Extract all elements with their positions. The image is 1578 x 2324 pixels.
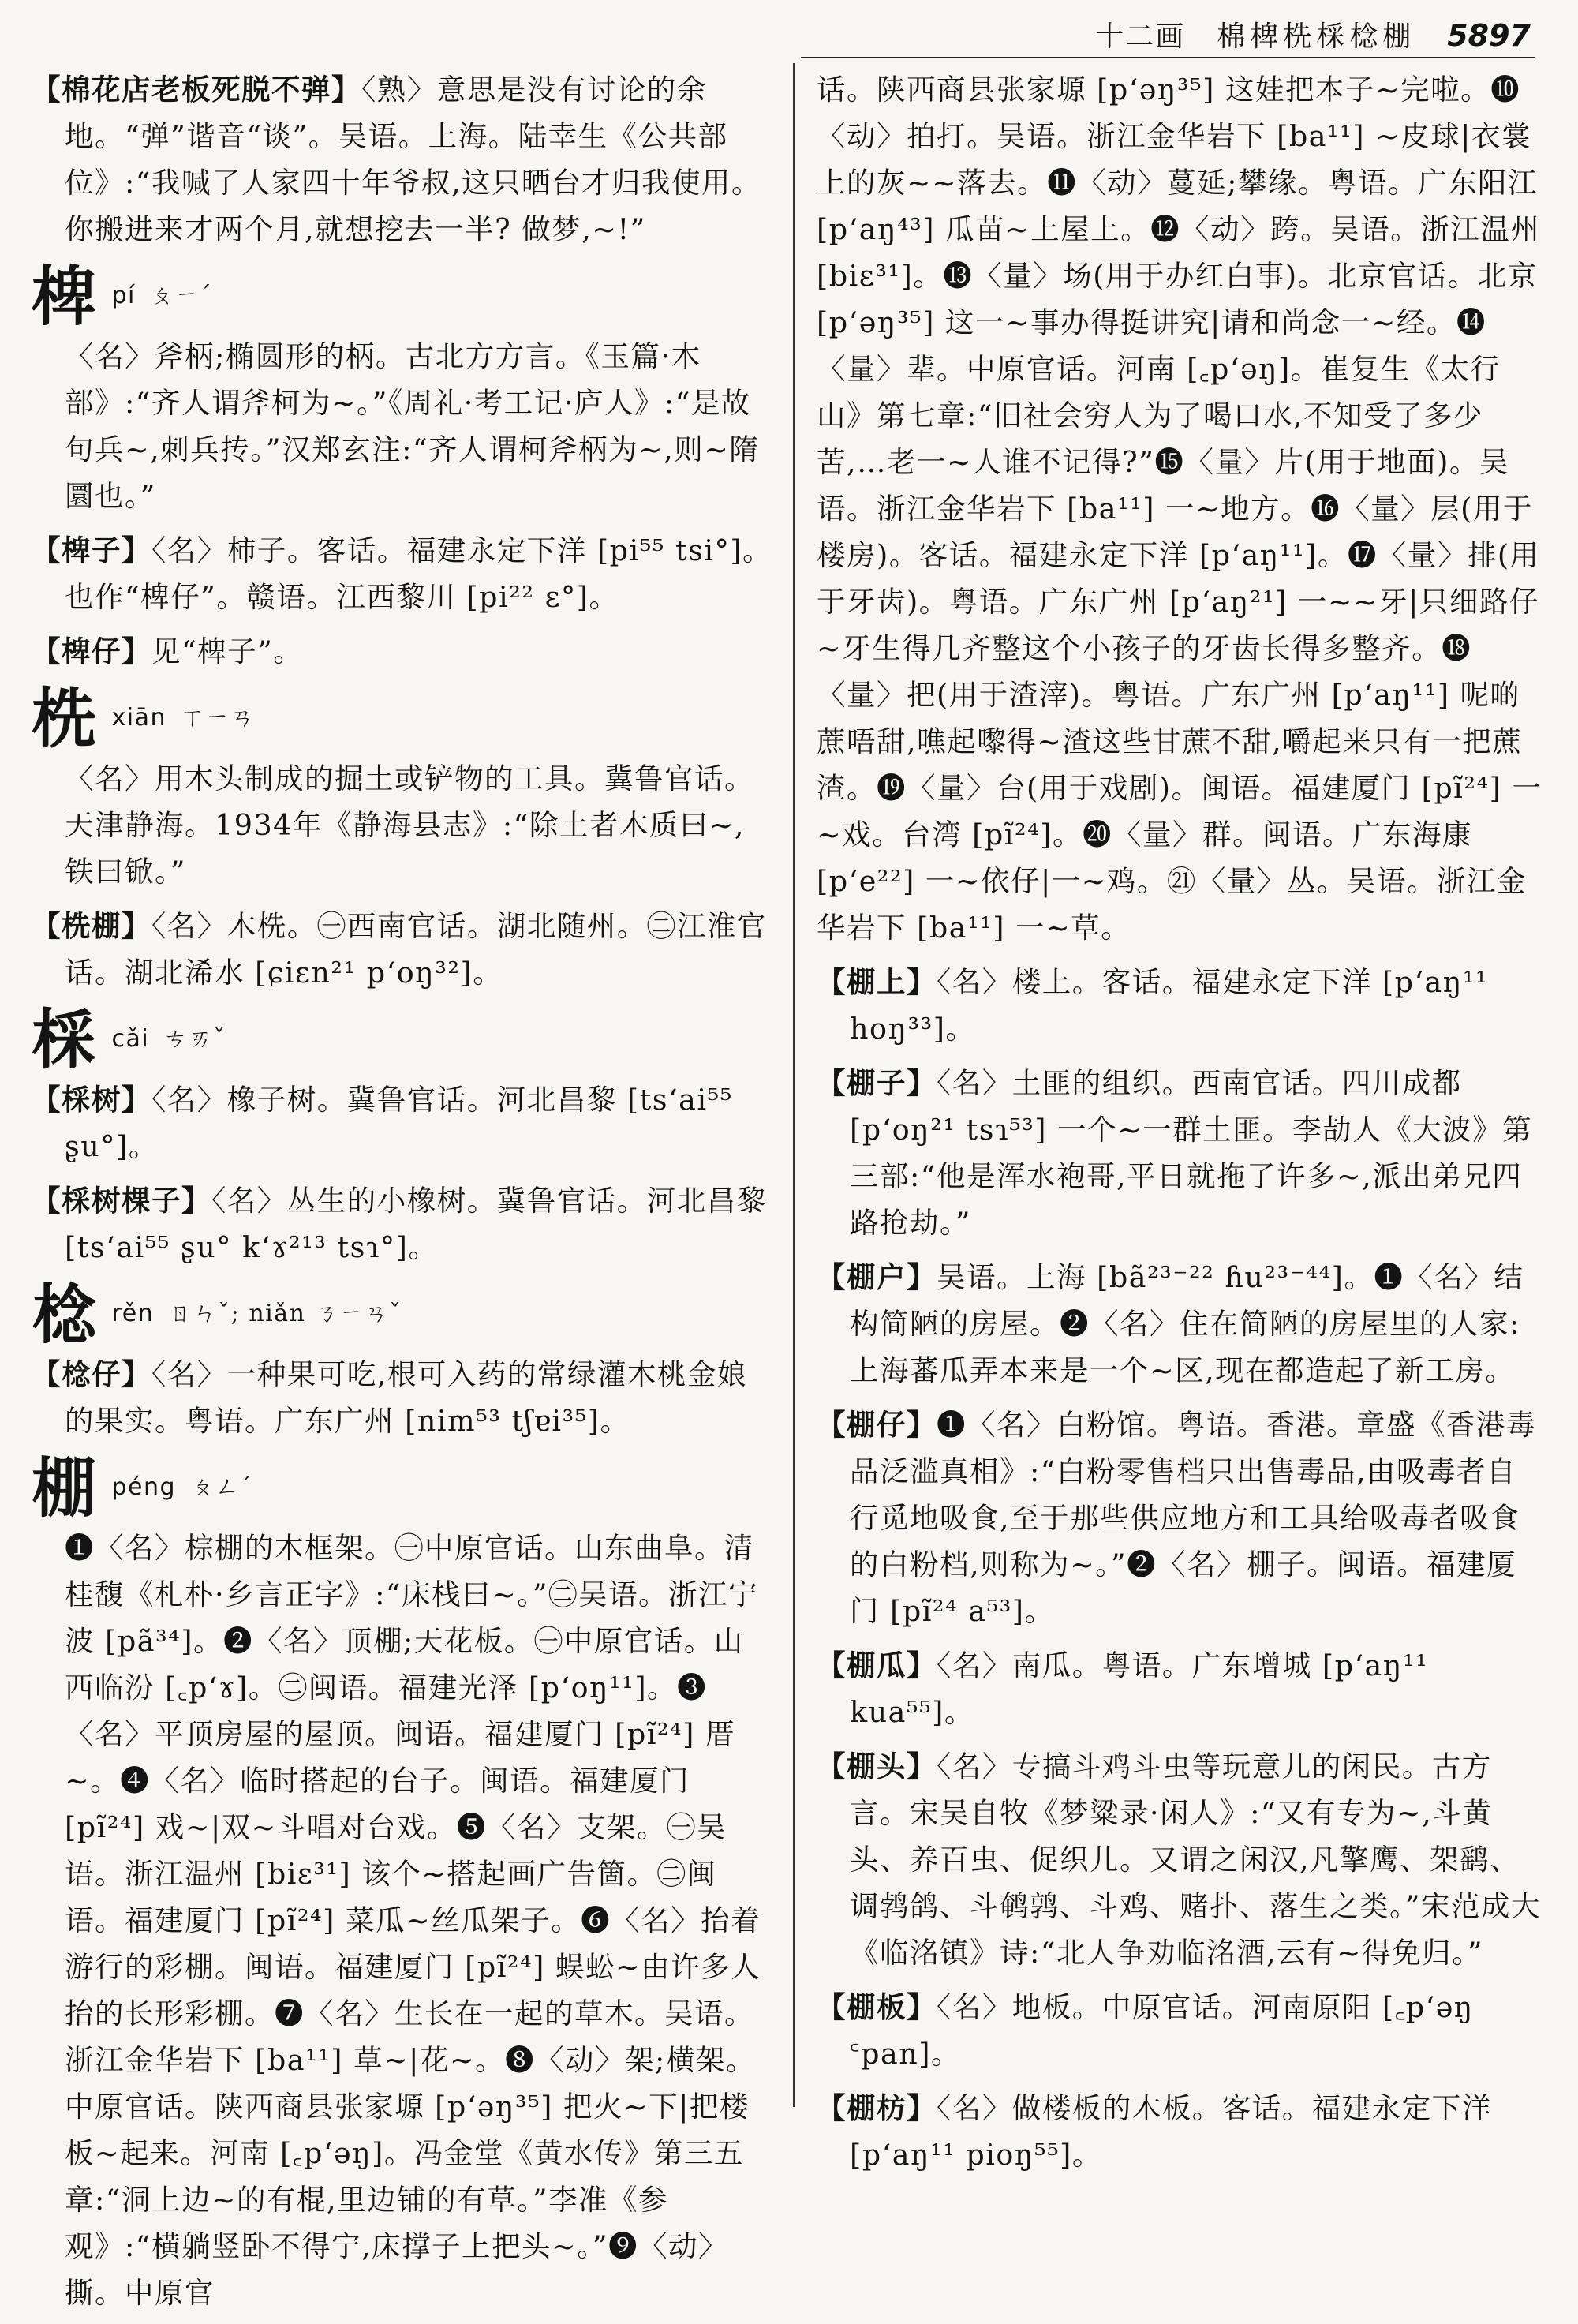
entry-pengban — [817, 1984, 1542, 2077]
headword-pi — [32, 260, 773, 333]
entry-body: 吴语。上海 [bã²³⁻²² ɦu²³⁻⁴⁴]。❶〈名〉结构简陋的房屋。❷〈名〉住在简陋的房屋里的人家:上海蕃瓜弄本来是一个~区,现在都造起了新工房。 — [850, 1260, 1524, 1387]
header-rule — [801, 57, 1535, 58]
headword-pinyin: xiān — [111, 704, 167, 732]
continued-definition: 话。陕西商县张家塬 [p‘əŋ³⁵] 这娃把本子~完啦。❿〈动〉拍打。吴语。浙江金华岩下 [ba¹¹] ~皮球|衣裳上的灰~~落去。⓫〈动〉蔓延;攀缘。粤语。广东阳江 [p‘aŋ⁴³] 瓜苗~上屋上。⓬〈动〉跨。吴语。浙江温州 [biɛ³¹]。⓭〈量〉场(用于办红白事)。北京官话。北京 [p‘əŋ³⁵] 这一~事办得挺讲究|请和尚念一~经。⓮〈量〉辈。中原官话。河南 [꜀p‘əŋ]。崔复生《太行山》第七章:“旧社会穷人为了喝口水,不知受了多少苦,…老一~人谁不记得?”⓯〈量〉片(用于地面)。吴语。浙江金华岩下 [ba¹¹] 一~地方。⓰〈量〉层(用于楼房)。客话。福建永定下洋 [p‘aŋ¹¹]。⓱〈量〉排(用于牙齿)。粤语。广东广州 [p‘aŋ²¹] 一~~牙|只细路仔~牙生得几齐整这个小孩子的牙齿长得多整齐。⓲〈量〉把(用于渣滓)。粤语。广东广州 [p‘aŋ¹¹] 呢啲蔗唔甜,噍起嚟得~渣这些甘蔗不甜,嚼起来只有一把蔗渣。⓳〈量〉台(用于戏剧)。闽语。福建厦门 [pĩ²⁴] 一~戏。台湾 [pĩ²⁴]。⓴〈量〉群。闽语。广东海康 [p‘e²²] 一~依仔|一~鸡。㉑〈量〉丛。吴语。浙江金华岩下 [ba¹¹] 一~草。 — [817, 73, 1542, 945]
entry-title: 【棚户】 — [817, 1260, 937, 1294]
entry-caishu — [32, 1076, 773, 1169]
headword-peng — [32, 1452, 773, 1525]
entry-pizi — [32, 527, 773, 620]
section-label: 十二画 — [1095, 21, 1186, 53]
entry-title: 【椑仔】 — [32, 634, 151, 668]
entry-title: 【棚上】 — [817, 965, 937, 999]
entry-title: 【棚子】 — [817, 1066, 937, 1100]
entry-pengshang — [817, 959, 1542, 1052]
headword-ren — [32, 1278, 773, 1351]
headword-char: 㭠 — [32, 681, 98, 757]
entry-title: 【椑子】 — [32, 533, 151, 567]
headword-zhuyin: ㄒㄧㄢ — [181, 704, 256, 732]
entry-title: 【㭠棚】 — [32, 909, 151, 943]
headword-definition: 〈名〉斧柄;椭圆形的柄。古北方方言。《玉篇·木部》:“齐人谓斧柯为~。”《周礼·考工记·庐人》:“是故句兵~,刺兵抟。”汉郑玄注:“齐人谓柯斧柄为~,则~隋圜也。” — [65, 339, 760, 513]
headword-pinyin: pí — [111, 282, 136, 309]
entry-body: 〈名〉柿子。客话。福建永定下洋 [pi⁵⁵ tsi°]。也作“椑仔”。赣语。江西黎川 [pi²² ɛ°]。 — [65, 533, 773, 614]
headword-zhuyin: ㄆㄥˊ — [190, 1473, 253, 1501]
column-divider — [793, 63, 795, 2107]
entry-body: 〈名〉土匪的组织。西南官话。四川成都 [p‘oŋ²¹ tsɿ⁵³] 一个~一群土匪。李劼人《大波》第三部:“他是浑水袍哥,平日就拖了许多~,派出弟兄四路抢劫。” — [850, 1066, 1533, 1240]
entry-body: ❶〈名〉白粉馆。粤语。香港。章盛《香港毒品泛滥真相》:“白粉零售档只出售毒品,由吸毒者自行觅地吸食,至于那些供应地方和工具给吸毒者吸食的白粉档,则称为~。”❷〈名〉棚子。闽语。福建厦门 [pĩ²⁴ a⁵³]。 — [850, 1408, 1536, 1628]
entry-pengzai — [817, 1402, 1542, 1634]
entry-xianpeng — [32, 903, 773, 996]
headword-pinyin: péng — [111, 1473, 177, 1501]
entry-pengfang — [817, 2085, 1542, 2178]
headword-char: 棚 — [32, 1450, 98, 1526]
headword-char: 棌 — [32, 1002, 98, 1078]
entry-renzai — [32, 1351, 773, 1444]
entry-body: 〈名〉地板。中原官话。河南原阳 [꜀p‘əŋ ꜂pan]。 — [850, 1990, 1474, 2071]
entry-title: 【棯仔】 — [32, 1357, 151, 1391]
entry-body: 见“椑子”。 — [151, 634, 304, 668]
headword-definition: 〈名〉用木头制成的掘土或铲物的工具。冀鲁官话。天津静海。1934年《静海县志》:“除土者木质曰~,铁曰锨。” — [65, 762, 754, 889]
entry-title: 【棚头】 — [817, 1750, 937, 1783]
headword-char: 棯 — [32, 1277, 98, 1353]
entry-body: 〈熟〉意思是没有讨论的余地。“弹”谐音“谈”。吴语。上海。陆幸生《公共部位》:“我喊了人家四十年爷叔,这只晒台才归我使用。你搬进来才两个月,就想挖去一半? 做梦,~!” — [65, 73, 762, 246]
entry-title: 【棚板】 — [817, 1990, 937, 2024]
entry-body: 〈名〉专搞斗鸡斗虫等玩意儿的闲民。古方言。宋吴自牧《梦粱录·闲人》:“又有专为~,斗黄头、养百虫、促织儿。又谓之闲汉,凡擎鹰、架鹞、调鹁鸽、斗鹌鹑、斗鸡、赌扑、落生之类。”宋范成大《临洺镇》诗:“北人争劝临洺酒,云有~得免归。” — [850, 1750, 1541, 1970]
header-characters: 棉椑㭠棌棯棚 — [1217, 21, 1416, 53]
entry-title: 【棚瓜】 — [817, 1649, 937, 1682]
headword-pinyin: rěn — [111, 1300, 155, 1327]
left-column — [32, 66, 773, 2324]
page-number: 5897 — [1447, 18, 1531, 53]
headword-cai — [32, 1004, 773, 1076]
entry-title: 【棉花店老板死脱不弹】 — [32, 73, 361, 107]
entry-caishukezi — [32, 1177, 773, 1271]
entry-body: 〈名〉南瓜。粤语。广东增城 [p‘aŋ¹¹ kua⁵⁵]。 — [850, 1649, 1429, 1729]
right-column — [817, 66, 1542, 2186]
entry-penggua — [817, 1642, 1542, 1735]
entry-pengzi — [817, 1060, 1542, 1246]
headword-zhuyin: ㄖㄣˇ; niǎn ㄋㄧㄢˇ — [168, 1300, 402, 1327]
entry-body: 〈名〉橡子树。冀鲁官话。河北昌黎 [ts‘ai⁵⁵ ʂu°]。 — [65, 1083, 733, 1163]
entry-penghu — [817, 1254, 1542, 1394]
headword-xian — [32, 683, 773, 755]
page-header — [828, 14, 1531, 54]
entry-title: 【棚枋】 — [817, 2091, 937, 2125]
headword-definition: ❶〈名〉棕棚的木框架。㊀中原官话。山东曲阜。清桂馥《札朴·乡言正字》:“床栈曰~。”㊁吴语。浙江宁波 [pã³⁴]。❷〈名〉顶棚;天花板。㊀中原官话。山西临汾 [꜀p‘ɤ]。㊁闽语。福建光泽 [p‘oŋ¹¹]。❸〈名〉平顶房屋的屋顶。闽语。福建厦门 [pĩ²⁴] 厝~。❹〈名〉临时搭起的台子。闽语。福建厦门 [pĩ²⁴] 戏~|双~斗唱对台戏。❺〈名〉支架。㊀吴语。浙江温州 [biɛ³¹] 该个~搭起画广告箇。㊁闽语。福建厦门 [pĩ²⁴] 菜瓜~丝瓜架子。❻〈名〉抬着游行的彩棚。闽语。福建厦门 [pĩ²⁴] 蜈蚣~由许多人抬的长形彩棚。❼〈名〉生长在一起的草木。吴语。浙江金华岩下 [ba¹¹] 草~|花~。❽〈动〉架;横架。中原官话。陕西商县张家塬 [p‘əŋ³⁵] 把火~下|把楼板~起来。河南 [꜀p‘əŋ]。冯金堂《黄水传》第三五章:“洞上边~的有棍,里边铺的有草。”李准《参观》:“横躺竖卧不得宁,床撑子上把头~。”❾〈动〉撕。中原官 — [65, 1531, 761, 2310]
entry-title: 【棚仔】 — [817, 1408, 937, 1442]
entry-title: 【棌树】 — [32, 1083, 151, 1117]
entry-body: 〈名〉楼上。客话。福建永定下洋 [p‘aŋ¹¹ hoŋ³³]。 — [850, 965, 1489, 1046]
entry-body: 〈名〉一种果可吃,根可入药的常绿灌木桃金娘的果实。粤语。广东广州 [nim⁵³ tʃɐi³⁵]。 — [65, 1357, 747, 1438]
entry-body: 〈名〉做楼板的木板。客话。福建永定下洋 [p‘aŋ¹¹ pioŋ⁵⁵]。 — [850, 2091, 1492, 2172]
entry-title: 【棌树棵子】 — [32, 1184, 211, 1218]
headword-zhuyin: ㄆㄧˊ — [149, 282, 213, 309]
entry-pizai — [32, 628, 773, 675]
entry-pengtou — [817, 1743, 1542, 1976]
headword-zhuyin: ㄘㄞˇ — [163, 1025, 226, 1053]
entry-body: 〈名〉木㭠。㊀西南官话。湖北随州。㊁江淮官话。湖北浠水 [ɕiɛn²¹ p‘oŋ³²]。 — [65, 909, 767, 990]
headword-pinyin: cǎi — [111, 1025, 150, 1053]
entry-mianhuadian — [32, 66, 773, 253]
entry-body: 〈名〉丛生的小橡树。冀鲁官话。河北昌黎 [ts‘ai⁵⁵ ʂu° k‘ɤ²¹³ tsɿ°]。 — [65, 1184, 767, 1264]
headword-char: 椑 — [32, 259, 98, 335]
